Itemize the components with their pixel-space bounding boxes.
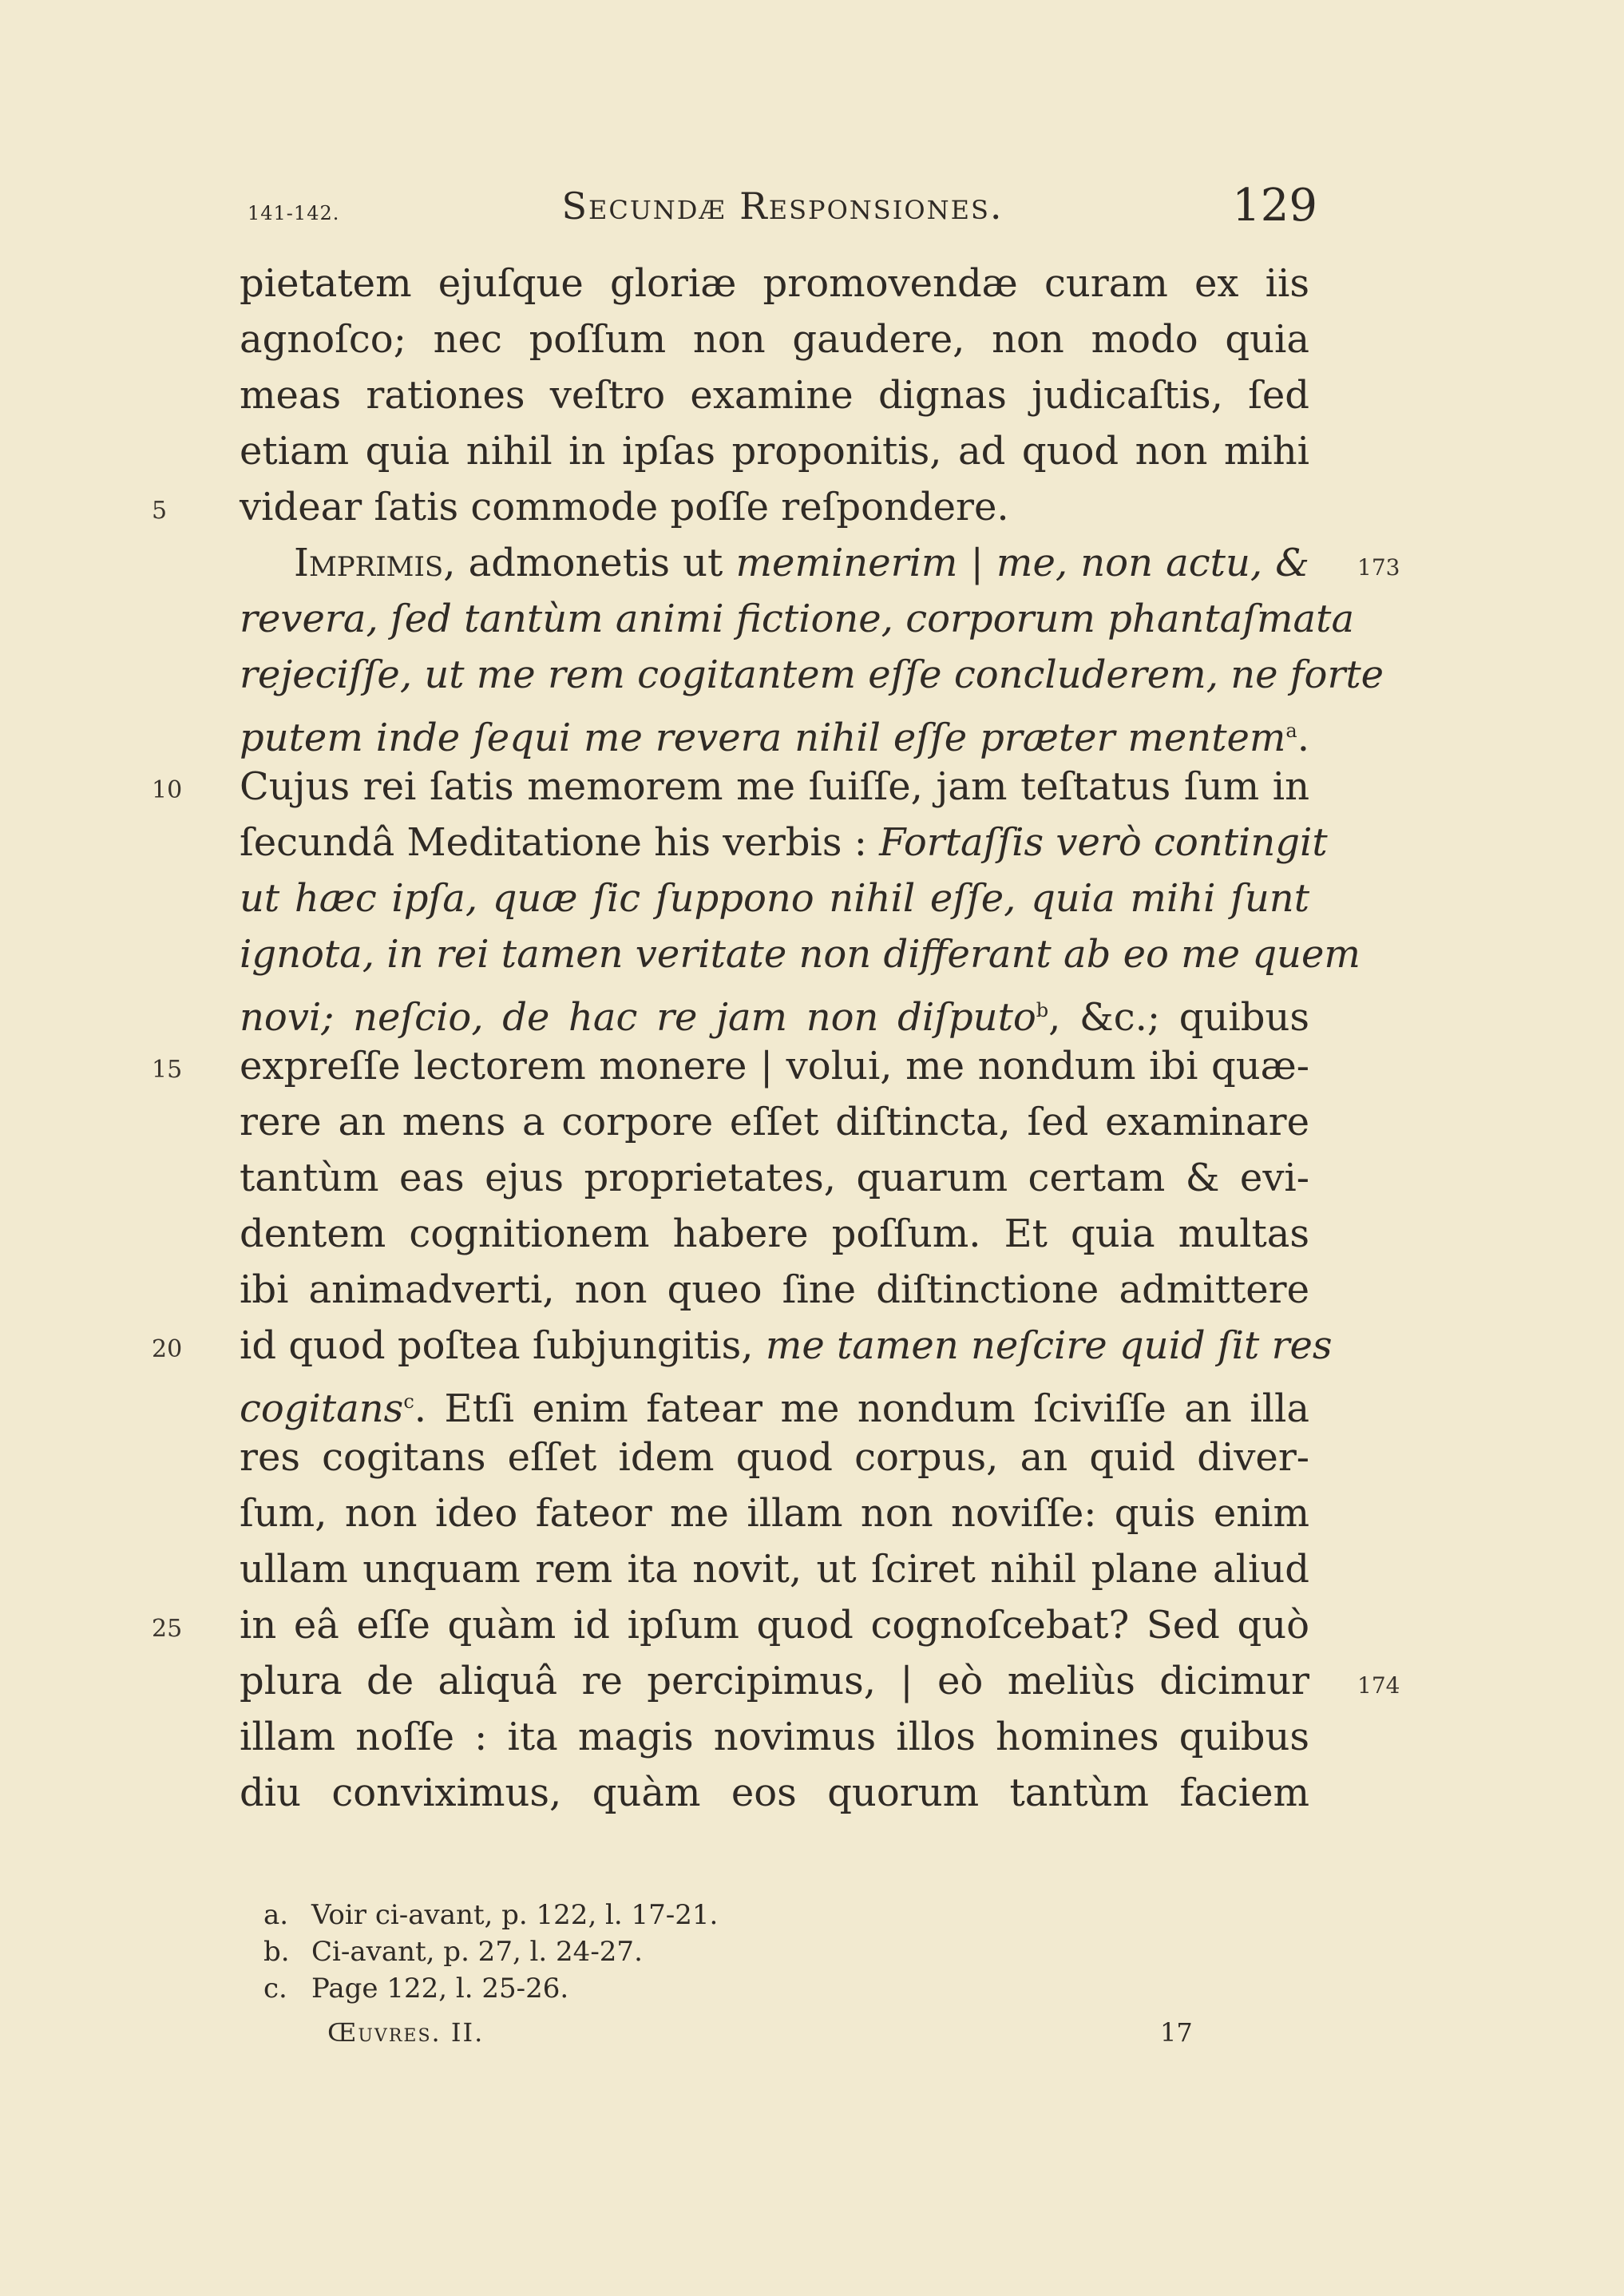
text-segment: etiam quia nihil in ipſas proponitis, ad quod non mihi: [240, 429, 1309, 474]
text-line: [240, 815, 1328, 870]
text-line-content: [240, 591, 1355, 647]
header-page-range: 141-142.: [248, 202, 340, 224]
footer-volume: Œuvres. II.: [327, 2017, 485, 2048]
text-line: [240, 1094, 1309, 1150]
text-segment: rere an mens a corpore eſſet diſtincta, ſed examinare: [240, 1100, 1309, 1144]
text-segment: rejeciſſe, ut me rem cogitantem eſſe concluderem, ne forte: [240, 652, 1384, 697]
header-page-number: 129: [1232, 180, 1317, 232]
text-line-content: [240, 1430, 1309, 1485]
text-line: [240, 759, 1309, 815]
text-line: [240, 535, 1309, 591]
text-line-content: [240, 1318, 1333, 1374]
text-segment: ſum, non ideo fateor me illam non noviſſe: quis enim: [240, 1491, 1309, 1536]
text-line-content: [240, 1262, 1309, 1318]
text-line: [240, 1374, 1309, 1430]
text-line-content: [240, 1597, 1309, 1653]
text-line: [240, 647, 1384, 703]
text-segment: .: [1297, 716, 1309, 760]
text-line: [240, 479, 1309, 535]
text-line: [240, 1709, 1309, 1765]
text-segment: ut hæc ipſa, quæ ſic ſuppono nihil eſſe, quia mihi ſunt: [240, 876, 1309, 921]
text-line: [240, 1597, 1309, 1653]
footnote-c: c. Page 122, l. 25-26.: [263, 1973, 569, 2005]
text-segment: ſecundâ Meditatione his verbis :: [240, 820, 880, 865]
text-segment: diu conviximus, quàm eos quorum tantùm faciem: [240, 1771, 1309, 1815]
text-segment: meas rationes veſtro examine dignas judicaſtis, ſed: [240, 373, 1309, 418]
text-segment: . Etſi enim fatear me nondum ſciviſſe an illa: [414, 1386, 1309, 1431]
text-line-content: [240, 367, 1309, 423]
footnote-marker: a: [1285, 720, 1297, 742]
text-segment: Fortaſſis verò contingit: [879, 820, 1328, 865]
text-line-content: [240, 982, 1309, 1045]
text-line: [240, 1318, 1333, 1374]
text-segment: res cogitans eſſet idem quod corpus, an quid diver-: [240, 1435, 1309, 1480]
text-line: [240, 1262, 1309, 1318]
text-segment: pietatem ejuſque gloriæ promovendæ curam ex iis: [240, 261, 1309, 306]
text-line-content: [240, 256, 1309, 311]
line-number: 10: [152, 776, 183, 804]
text-line: [240, 1206, 1309, 1262]
text-segment: in eâ eſſe quàm id ipſum quod cognoſcebat? Sed quò: [240, 1603, 1309, 1648]
text-segment: ignota, in rei tamen veritate non differant ab eo me quem: [240, 932, 1361, 977]
text-segment: putem inde ſequi me revera nihil eſſe præter mentem: [240, 716, 1286, 760]
text-segment: plura de aliquâ re percipimus, | eò meliùs dicimur: [240, 1659, 1309, 1703]
text-line-content: [240, 1709, 1309, 1765]
text-line: [240, 1653, 1309, 1709]
text-segment: id quod poſtea ſubjungitis,: [240, 1323, 766, 1368]
text-line-content: [240, 311, 1309, 367]
text-line: [240, 367, 1309, 423]
margin-page-number: 174: [1357, 1672, 1400, 1699]
text-segment: novi; neſcio, de hac re jam non diſputo: [240, 995, 1036, 1040]
text-line-content: [240, 647, 1384, 703]
text-segment: revera, ſed tantùm animi fictione, corporum phantaſmata: [240, 597, 1355, 641]
text-line: [240, 1541, 1309, 1597]
text-line-content: [240, 1094, 1309, 1150]
text-line: [240, 1430, 1309, 1485]
text-segment: Cujus rei ſatis memorem me ſuiſſe, jam teſtatus ſum in: [240, 764, 1309, 809]
text-line: [240, 256, 1309, 311]
footnote-marker: b: [1036, 999, 1049, 1021]
text-line-content: [240, 870, 1309, 926]
text-line: [240, 703, 1309, 759]
text-line: [240, 1485, 1309, 1541]
text-line-content: [240, 1541, 1309, 1597]
text-segment: videar ſatis commode poſſe reſpondere.: [240, 485, 1009, 529]
text-segment: ullam unquam rem ita novit, ut ſciret nihil plane aliud: [240, 1547, 1309, 1592]
footnote-a: a. Voir ci-avant, p. 122, l. 17-21.: [263, 1899, 719, 1931]
text-line: [240, 982, 1309, 1038]
text-segment: meminerim | me, non actu, &: [735, 541, 1309, 585]
text-line-content: [240, 1150, 1309, 1206]
footnote-b: b. Ci-avant, p. 27, l. 24-27.: [263, 1936, 643, 1968]
text-line-content: [240, 1206, 1309, 1262]
text-segment: , &c.; quibus: [1048, 995, 1310, 1040]
text-segment: me tamen neſcire quid ſit res: [765, 1323, 1333, 1368]
line-number: 5: [152, 497, 168, 525]
text-line: [240, 1038, 1309, 1094]
footnote-marker: c: [403, 1390, 414, 1413]
text-segment: expreſſe lectorem monere | volui, me nondum ibi quæ-: [240, 1044, 1309, 1089]
header-title: Secundæ Responsiones.: [561, 184, 1004, 228]
text-line: [240, 926, 1361, 982]
footer-signature: 17: [1160, 2017, 1193, 2048]
text-line-content: [240, 815, 1328, 870]
text-line-content: [240, 1485, 1309, 1541]
text-segment: dentem cognitionem habere poſſum. Et quia multas: [240, 1211, 1309, 1256]
running-header: [240, 180, 1325, 236]
text-segment: illam noſſe : ita magis novimus illos homines quibus: [240, 1715, 1309, 1759]
text-line: [240, 1150, 1309, 1206]
text-line-content: [240, 759, 1309, 815]
text-line: [240, 591, 1355, 647]
text-line-content: [240, 479, 1009, 535]
text-line-content: [240, 926, 1361, 982]
line-number: 15: [152, 1056, 183, 1084]
footnotes: [263, 1897, 982, 2007]
text-line: [240, 870, 1309, 926]
text-line-content: [240, 1374, 1309, 1437]
text-line-content: [240, 1653, 1309, 1709]
line-number: 25: [152, 1615, 183, 1643]
text-line: [240, 1765, 1309, 1821]
text-line-content: [240, 703, 1309, 766]
text-line: [240, 311, 1309, 367]
text-segment: tantùm eas ejus proprietates, quarum certam & evi-: [240, 1156, 1309, 1200]
text-segment: agnoſco; nec poſſum non gaudere, non modo quia: [240, 317, 1309, 362]
margin-page-number: 173: [1357, 554, 1400, 581]
text-segment: , admonetis ut: [443, 541, 736, 585]
text-line-content: [240, 423, 1309, 479]
text-segment: ibi animadverti, non queo ſine diſtinctione admittere: [240, 1267, 1309, 1312]
text-line-content: [240, 1038, 1309, 1094]
text-segment: cogitans: [240, 1386, 404, 1431]
text-line-content: [240, 1765, 1309, 1821]
text-line: [240, 423, 1309, 479]
text-segment: Imprimis: [294, 541, 444, 585]
text-line-content: [240, 535, 1309, 591]
line-number: 20: [152, 1335, 183, 1363]
